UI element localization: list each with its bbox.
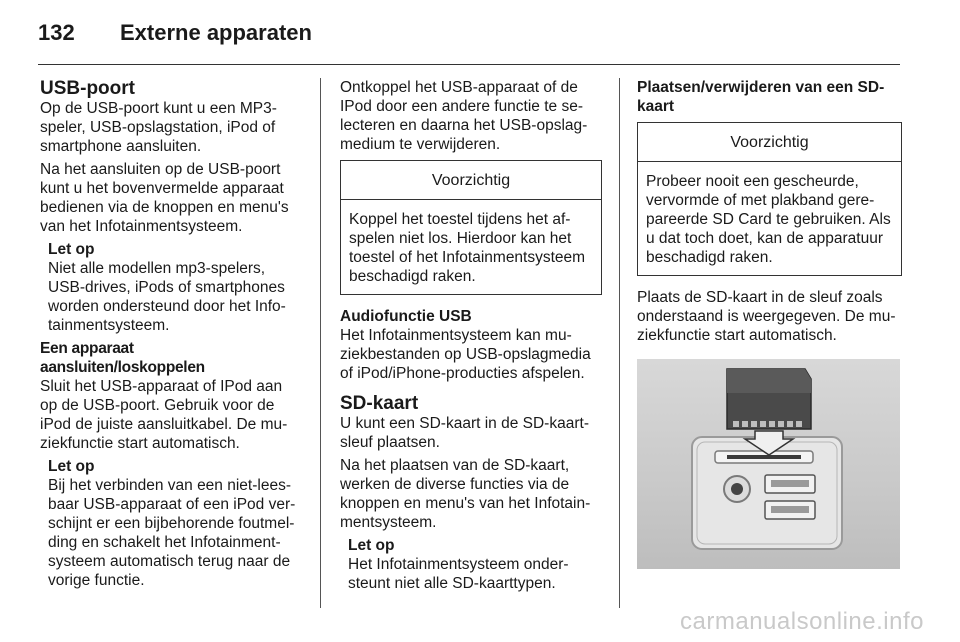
heading-insert-remove-sd: Plaatsen/verwijderen van een SD-kaart	[637, 79, 885, 115]
column-3	[637, 78, 902, 569]
page-title: Externe apparaten	[120, 20, 312, 45]
note-text: Bij het verbinden van een niet-leesbaar USB-apparaat of een iPod verschijnt er een bijbehorende foutmelding en schakelt het Infotainmentsysteem automatisch terug naar de vorige functie.	[48, 477, 296, 589]
column-1	[40, 78, 302, 594]
note-title: Let op	[48, 241, 95, 258]
paragraph: Plaats de SD-kaart in de sleuf zoals onderstaand is weergegeven. De muziekfunctie start automatisch.	[637, 289, 896, 344]
paragraph: Na het plaatsen van de SD-kaart, werken de diverse functies via de knoppen en menu's van het Infotainmentsysteem.	[340, 457, 591, 531]
caution-title: Voorzichtig	[638, 123, 901, 162]
heading-sd-card: SD-kaart	[340, 393, 419, 414]
footer-watermark: carmanualsonline.info	[680, 608, 924, 635]
column-divider	[320, 78, 321, 608]
heading-connect: Een apparaat aansluiten/loskoppelen	[40, 340, 205, 376]
note	[48, 240, 302, 335]
sd-card-slot-drawing	[637, 359, 900, 569]
paragraph: Sluit het USB-apparaat of IPod aan op de USB-poort. Gebruik voor de iPod de juiste aansluitkabel. De muziekfunctie start automatisch.	[40, 378, 288, 452]
column-2	[340, 78, 602, 597]
paragraph: Op de USB-poort kunt u een MP3-speler, USB-opslagstation, iPod of smartphone aansluiten.	[40, 100, 277, 155]
heading-audio-usb: Audiofunctie USB	[340, 308, 472, 325]
note-text: Het Infotainmentsysteem ondersteunt niet alle SD-kaarttypen.	[348, 556, 569, 592]
note	[48, 457, 302, 590]
column-divider	[619, 78, 620, 608]
note-title: Let op	[348, 537, 395, 554]
paragraph: Het Infotainmentsysteem kan muziekbestanden op USB-opslagmedia of iPod/iPhone-producties afspelen.	[340, 327, 591, 382]
paragraph: Ontkoppel het USB-apparaat of de IPod door een andere functie te selecteren en daarna het USB-opslagmedium te verwijderen.	[340, 79, 588, 153]
page-number: 132	[38, 20, 75, 45]
caution-box	[637, 122, 902, 276]
paragraph: Na het aansluiten op de USB-poort kunt u het bovenvermelde apparaat bedienen via de knoppen en menu's van het Infotainmentsysteem.	[40, 161, 289, 235]
caution-text: Probeer nooit een gescheurde, vervormde of met plakband gerepareerde SD Card te gebruiken. Als u dat toch doet, kan de apparatuur beschadigd raken.	[646, 173, 891, 266]
caution-title: Voorzichtig	[341, 161, 601, 200]
page-header	[38, 18, 900, 65]
note-text: Niet alle modellen mp3-spelers, USB-drives, iPods of smartphones worden ondersteund door het Infotainmentsysteem.	[48, 260, 286, 334]
note-title: Let op	[48, 458, 95, 475]
paragraph: U kunt een SD-kaart in de SD-kaartsleuf plaatsen.	[340, 415, 589, 451]
sd-card-slot-illustration	[637, 359, 900, 569]
note	[348, 536, 602, 593]
caution-box	[340, 160, 602, 295]
caution-text: Koppel het toestel tijdens het afspelen niet los. Hierdoor kan het toestel of het Infotainmentsysteem beschadigd raken.	[349, 211, 586, 285]
heading-usb-port: USB-poort	[40, 78, 135, 99]
